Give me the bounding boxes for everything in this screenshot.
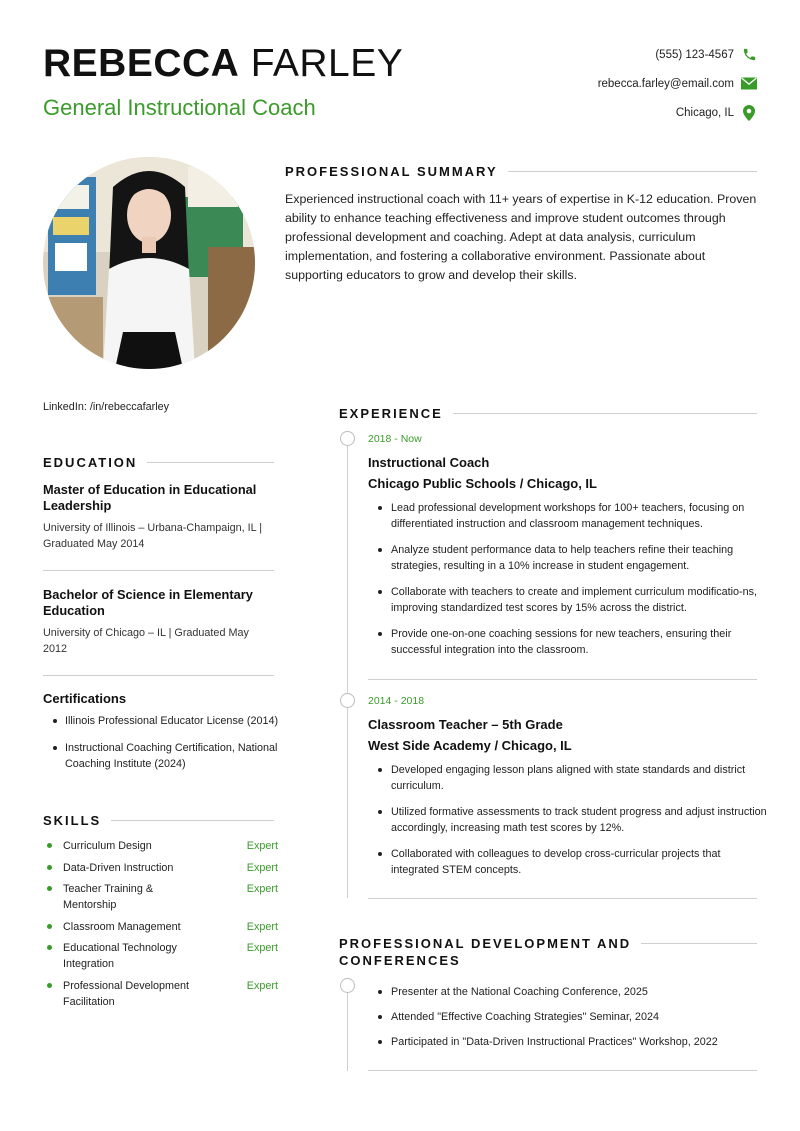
job-title: Instructional Coach [368, 455, 490, 470]
degree-details: University of Chicago – IL | Graduated May 2012 [43, 627, 249, 655]
job-bullet: Collaborate with teachers to create and implement curriculum modificatio-ns, improving standardized test scores by 15% across the district. [368, 584, 770, 616]
summary-heading-text: PROFESSIONAL SUMMARY [285, 164, 498, 179]
skill-name: Teacher Training & Mentorship [43, 881, 163, 913]
last-name: FARLEY [250, 42, 404, 85]
skill-name: Data-Driven Instruction [43, 860, 213, 876]
experience-heading [339, 406, 757, 421]
experience-divider [368, 679, 757, 680]
location-text: Chicago, IL [675, 106, 734, 119]
skill-level: Expert [246, 920, 278, 933]
development-heading-text: CONFERENCES [339, 953, 461, 968]
education-heading-text: EDUCATION [43, 455, 138, 470]
skill-name: Educational Technology Integration [43, 940, 193, 972]
timeline-dot [340, 693, 355, 708]
job-bullet: Collaborated with colleagues to develop cross-curricular projects that integrated STEM concepts. [368, 846, 770, 878]
skill-level: Expert [246, 979, 278, 992]
heading-rule [147, 462, 274, 463]
skill-item [43, 940, 278, 972]
job-organization: Chicago Public Schools / Chicago, IL [368, 476, 597, 491]
education-divider [43, 570, 274, 571]
phone-text: (555) 123-4567 [655, 48, 734, 61]
heading-rule [111, 820, 274, 821]
certifications-list [43, 713, 288, 783]
job-bullet: Utilized formative assessments to track student progress and adjust instruction accordingly, increasing math test scores by 12%. [368, 804, 770, 836]
skill-name: Curriculum Design [43, 838, 213, 854]
map-pin-icon [741, 105, 757, 121]
summary-text: Experienced instructional coach with 11+ years of expertise in K-12 education. Proven ability to enhance teaching effectiveness and improve student outcomes through professional development and coaching. Adept at data analysis, curriculum implementation, and fostering a collaborative environment. Passionate about supporting educators to grow and develop their skills. [285, 192, 757, 282]
candidate-name [43, 44, 403, 83]
linkedin-link[interactable]: LinkedIn: /in/rebeccafarley [43, 401, 170, 413]
email-text[interactable]: rebecca.farley@email.com [597, 77, 734, 90]
development-item: Attended "Effective Coaching Strategies" Seminar, 2024 [368, 1009, 770, 1025]
job-bullet: Analyze student performance data to help teachers refine their teaching strategies, resulting in a 10% increase in student engagement. [368, 542, 770, 574]
skill-item [43, 919, 278, 935]
degree-details: University of Illinois – Urbana-Champaign, IL | Graduated May 2014 [43, 522, 263, 550]
heading-rule [453, 413, 757, 414]
skill-level: Expert [246, 861, 278, 874]
contact-info [598, 40, 757, 127]
education-heading [43, 455, 274, 470]
development-item: Participated in "Data-Driven Instructional Practices" Workshop, 2022 [368, 1034, 770, 1050]
certification-item: Instructional Coaching Certification, National Coaching Institute (2024) [43, 740, 288, 772]
job-bullets [368, 500, 770, 658]
skills-heading [43, 813, 274, 828]
skill-item [43, 860, 278, 876]
timeline-line [347, 993, 348, 1071]
timeline-line [347, 446, 348, 898]
skills-heading-text: SKILLS [43, 813, 102, 828]
skill-level: Expert [246, 840, 278, 852]
skill-item [43, 978, 278, 1010]
development-list [368, 984, 770, 1050]
experience-divider [368, 898, 757, 899]
education-item [43, 587, 274, 657]
skill-item [43, 881, 278, 913]
job-bullet: Provide one-on-one coaching sessions for new teachers, ensuring their successful integration into the classroom. [368, 626, 770, 658]
phone-row [598, 40, 757, 69]
development-item: Presenter at the National Coaching Conference, 2025 [368, 984, 770, 1000]
first-name: REBECCA [43, 42, 240, 85]
experience-heading-text: EXPERIENCE [339, 406, 443, 421]
job-dates: 2018 - Now [368, 433, 422, 445]
education-divider [43, 675, 274, 676]
email-row [598, 69, 757, 98]
development-heading-text: PROFESSIONAL DEVELOPMENT AND [339, 936, 632, 951]
location-row [598, 98, 757, 127]
degree-title: Bachelor of Science in Elementary Education [43, 587, 253, 618]
job-bullet: Developed engaging lesson plans aligned with state standards and district curriculum. [368, 762, 770, 794]
development-heading [339, 936, 757, 951]
development-heading-line2 [339, 953, 461, 968]
profile-photo [43, 157, 255, 369]
skill-name: Professional Development Facilitation [43, 978, 203, 1010]
development-divider [368, 1070, 757, 1071]
job-title: General Instructional Coach [43, 95, 316, 120]
certifications-heading: Certifications [43, 691, 127, 706]
education-item [43, 482, 274, 552]
degree-title: Master of Education in Educational Leadership [43, 482, 257, 513]
skills-list [43, 838, 278, 1015]
job-bullet: Lead professional development workshops for 100+ teachers, focusing on differentiated instruction and classroom management techniques. [368, 500, 770, 532]
phone-icon [741, 47, 757, 63]
job-bullets [368, 762, 770, 878]
skill-level: Expert [246, 942, 278, 954]
skill-item [43, 838, 278, 854]
timeline-dot [340, 431, 355, 446]
certification-item: Illinois Professional Educator License (2014) [43, 713, 288, 729]
heading-rule [508, 171, 757, 172]
heading-rule [641, 943, 757, 944]
job-dates: 2014 - 2018 [368, 695, 425, 707]
summary-heading [285, 164, 757, 179]
job-organization: West Side Academy / Chicago, IL [368, 738, 572, 753]
skill-name: Classroom Management [43, 919, 213, 935]
skill-level: Expert [246, 883, 278, 895]
envelope-icon [741, 76, 757, 92]
job-title: Classroom Teacher – 5th Grade [368, 717, 563, 732]
timeline-dot [340, 978, 355, 993]
